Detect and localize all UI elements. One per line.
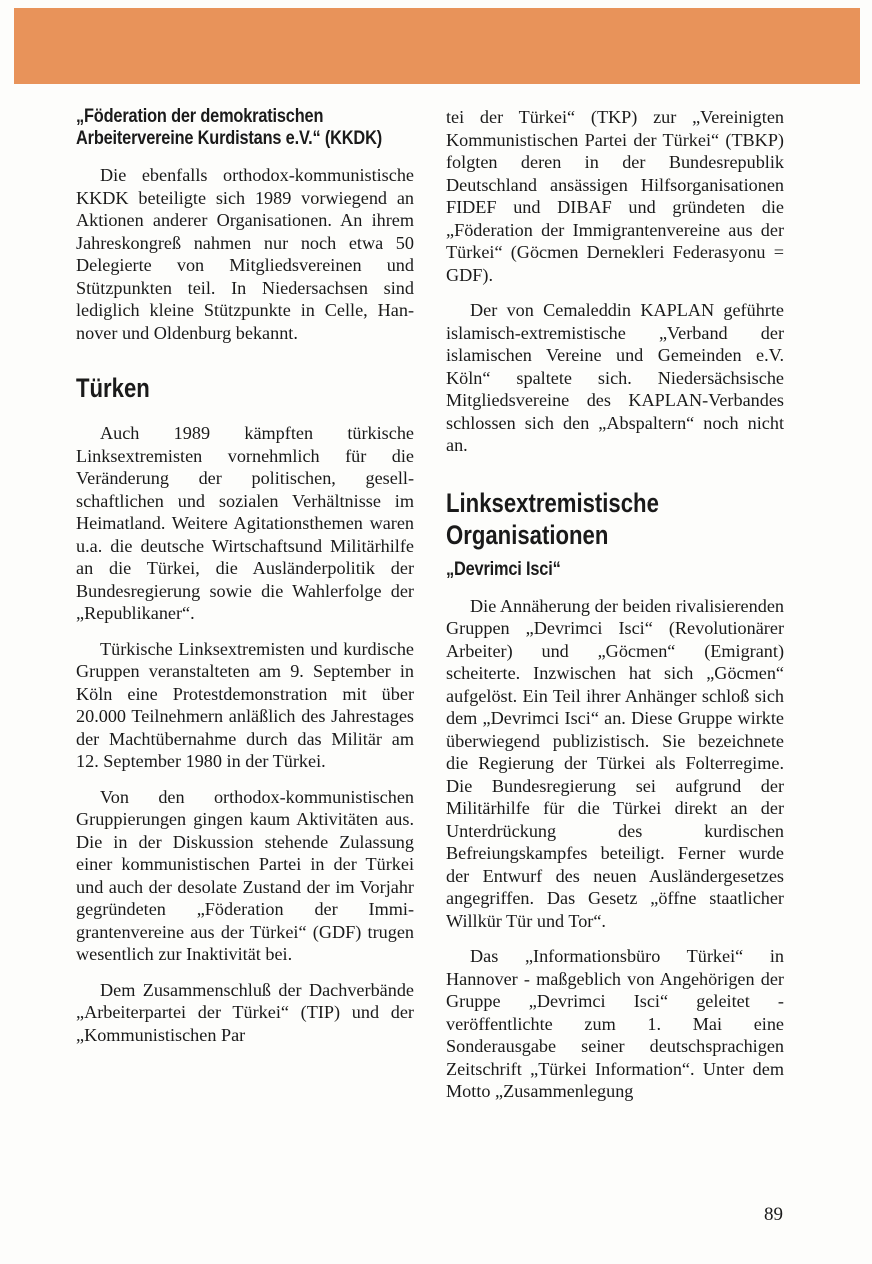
kaplan-paragraph: Der von Cemaleddin KAPLAN geführte islamisch-extremistische „Verband der islamischen Vereine und Gemeinden e.V. Köln“ spaltete sich. Niedersächsische Mitgliedsvereine des KAPLAN-Verbandes schlossen sich den „Abspaltern“ noch nicht an. — [446, 300, 784, 455]
right-column — [446, 106, 784, 1116]
devrimci-paragraph-1: Die Annäherung der beiden rivalisierenden Gruppen „Devrimci Isci“ (Revolutionärer Arbeiter) und „Göcmen“ (Emigrant) scheiterte. Inzwischen hat sich „Göcmen“ aufgelöst. Ein Teil ihrer Anhänger schloß sich dem „Devrimci Isci“ an. Diese Gruppe wirkte überwiegend publizistisch. Sie bezeichnete die Regierung der Türkei als Folterregime. Die Bundesregierung sei aufgrund der Militärhilfe für die Türkei direkt an der Unterdrückung des kurdischen Befreiungskampfes beteiligt. Ferner wurde der Entwurf des neuen Ausländergesetzes angegriffen. Das Gesetz „öffne staatlicher Willkür Tür und Tor“. — [446, 595, 784, 931]
continued-paragraph: tei der Türkei“ (TKP) zur „Vereinigten Kommunistischen Partei der Türkei“ (TBKP) folgten deren in der Bundesrepublik Deutschland ansässigen Hilfsorganisationen FIDEF und DIBAF und gründeten die „Föderation der Immigrantenvereine aus der Türkei“ (Göcmen Dernekleri Federasyonu = GDF). — [446, 107, 784, 285]
kkdk-paragraph: Die ebenfalls orthodox-kommunistische KKDK beteiligte sich 1989 vorwiegend an Aktionen anderer Organisationen. An ihrem Jahreskongreß nahmen nur noch etwa 50 Delegierte von Mitgliedsvereinen und Stützpunkten teil. In Niedersachsen sind lediglich kleine Stützpunkte in Celle, Hannover und Oldenburg bekannt. — [76, 165, 414, 343]
tuerken-paragraph-3: Von den orthodox-kommunistischen Gruppierungen gingen kaum Aktivitäten aus. Die in der Diskussion stehende Zulassung einer kommunistischen Partei in der Türkei und auch der desolate Zustand der im Vorjahr gegründeten „Föderation der Immigrantenvereine aus der Türkei“ (GDF) trugen wesentlich zur Inaktivität bei. — [76, 786, 414, 964]
tuerken-section-title: Türken — [76, 373, 150, 403]
tuerken-paragraph-4: Dem Zusammenschluß der Dachverbände „Arbeiterpartei der Türkei“ (TIP) und der „Kommunistischen Par — [76, 979, 414, 1045]
header-color-band — [14, 8, 860, 84]
devrimci-paragraph-2: Das „Informationsbüro Türkei“ in Hannover - maßgeblich von Angehörigen der Gruppe „Devrimci Isci“ geleitet - veröffentlichte zum 1. Mai eine Sonderausgabe seiner deutschsprachigen Zeitschrift „Türkei Information“. Unter dem Motto „Zusammenlegung — [446, 946, 784, 1101]
linksextremistische-section-title: Linksextremistische Organisationen — [446, 487, 659, 550]
kkdk-heading: „Föderation der demokratischen Arbeitervereine Kurdistans e.V.“ (KKDK) — [76, 106, 382, 149]
left-column — [76, 106, 414, 1059]
tuerken-paragraph-1: Auch 1989 kämpften türkische Linksextremisten vornehmlich für die Veränderung der politischen, gesellschaftlichen und sozialen Verhältnisse im Heimatland. Weitere Agitationsthemen waren u.a. die deutsche Wirtschaftsund Militärhilfe an die Türkei, die Ausländerpolitik der Bundesregierung sowie die Wahlerfolge der „Republikaner“. — [76, 423, 414, 623]
page-number: 89 — [764, 1204, 783, 1225]
devrimci-isci-subheading: „Devrimci Isci“ — [446, 558, 561, 580]
tuerken-paragraph-2: Türkische Linksextremisten und kurdische Gruppen veranstalteten am 9. September in Köln eine Protestdemonstration mit über 20.000 Teilnehmern anläßlich des Jahrestages der Machtübernahme durch das Militär am 12. September 1980 in der Türkei. — [76, 638, 414, 771]
